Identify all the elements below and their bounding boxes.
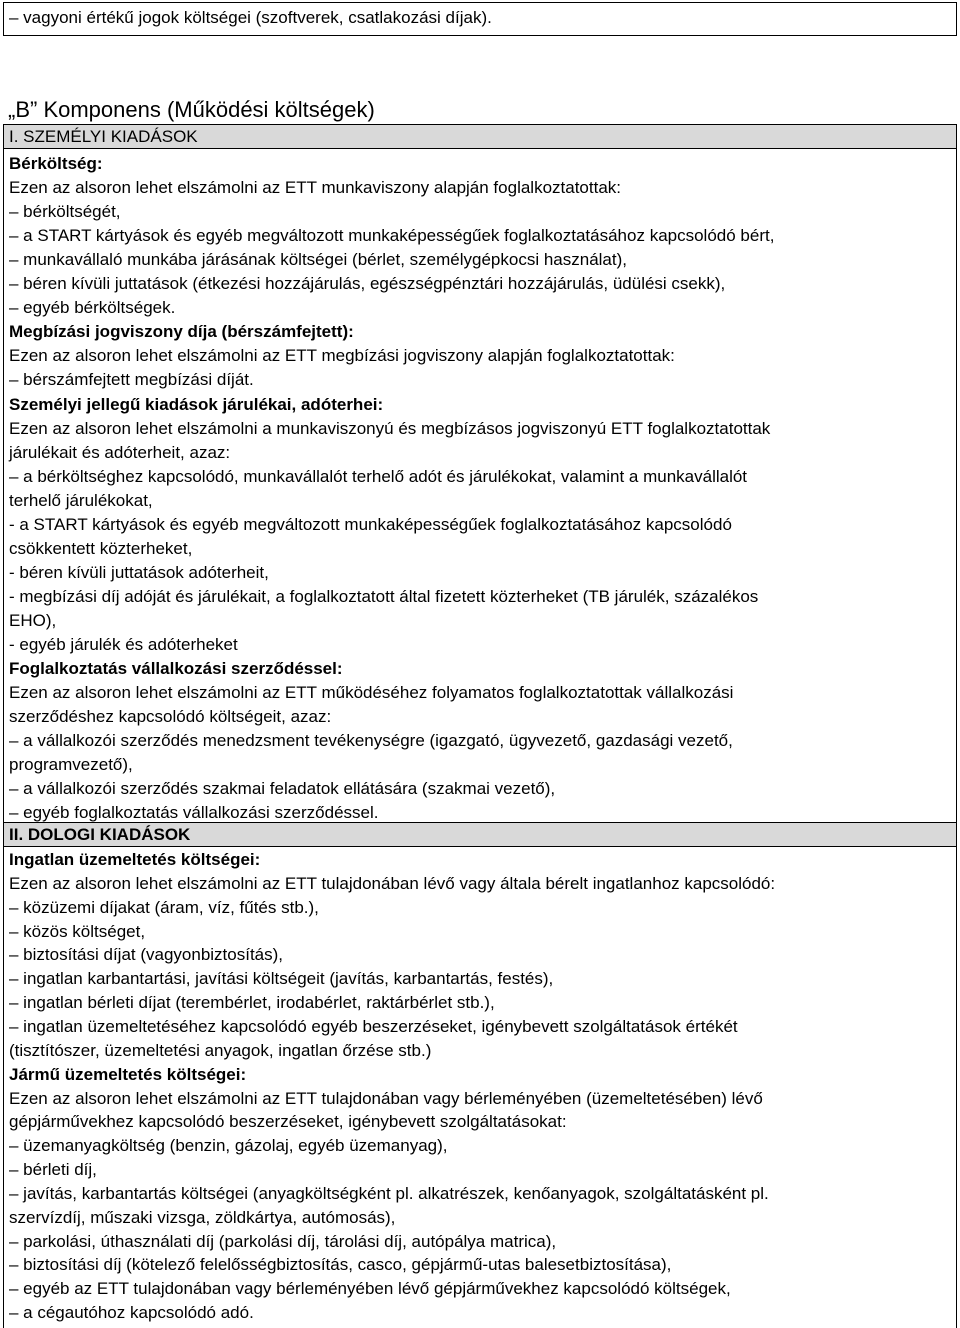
subsection-heading: Ingatlan üzemeltetés költségei:: [9, 850, 261, 869]
text-line: Ezen az alsoron lehet elszámolni az ETT munkaviszony alapján foglalkoztatottak:: [9, 178, 622, 198]
text-line: Ezen az alsoron lehet elszámolni az ETT tulajdonában lévő vagy általa bérelt ingatlanhoz kapcsolódó:: [9, 873, 776, 893]
text-line: – közös költséget,: [9, 921, 146, 941]
text-line: (tisztítószer, üzemeltetési anyagok, ingatlan őrzése stb.): [9, 1040, 432, 1060]
text-line: – a START kártyások és egyéb megváltozott munkaképességűek foglalkoztatásához kapcsolódó bért,: [9, 226, 775, 246]
text-line: – bérköltségét,: [9, 202, 121, 222]
text-line: EHO),: [9, 610, 57, 630]
text-line: - megbízási díj adóját és járulékait, a foglalkoztatott által fizetett közterheket (TB járulék, százalékos: [9, 586, 759, 606]
text-line: – ingatlan üzemeltetéséhez kapcsolódó egyéb beszerzéseket, igénybevett szolgáltatások értékét: [9, 1016, 738, 1036]
text-line: – munkavállaló munkába járásának költségei (bérlet, személygépkocsi használat),: [9, 250, 627, 270]
text-line: - egyéb járulék és adóterheket: [9, 635, 238, 654]
subsection-heading: Bérköltség:: [9, 154, 103, 173]
text-line: – bérszámfejtett megbízási díját.: [9, 370, 254, 390]
text-line: – ingatlan karbantartási, javítási költségeit (javítás, karbantartás, festés),: [9, 969, 554, 989]
component-title: „B” Komponens (Működési költségek): [8, 97, 375, 122]
subsection-heading: Jármű üzemeltetés költségei:: [9, 1064, 247, 1084]
text-line: gépjárművekhez kapcsolódó beszerzéseket, igénybevett szolgáltatásokat:: [9, 1112, 567, 1132]
text-line: – a vállalkozói szerződés szakmai feladatok ellátására (szakmai vezető),: [9, 779, 556, 799]
text-line: programvezető),: [9, 755, 133, 775]
subsection-heading: Foglalkoztatás vállalkozási szerződéssel:: [9, 659, 343, 679]
text-line: Ezen az alsoron lehet elszámolni az ETT megbízási jogviszony alapján foglalkoztatottak:: [9, 346, 675, 366]
text-line: csökkentett közterheket,: [9, 538, 193, 558]
section-2-title: II. DOLOGI KIADÁSOK: [9, 825, 191, 844]
section-1-title: I. SZEMÉLYI KIADÁSOK: [9, 127, 198, 146]
text-line: – javítás, karbantartás költségei (anyagköltségként pl. alkatrészek, kenőanyagok, szolgáltatásként pl.: [9, 1183, 769, 1203]
text-line: – üzemanyagköltség (benzin, gázolaj, egyéb üzemanyag),: [9, 1136, 448, 1156]
text-line: - a START kártyások és egyéb megváltozott munkaképességűek foglalkoztatásához kapcsolódó: [9, 514, 732, 534]
text-line: – biztosítási díj (kötelező felelősségbiztosítás, casco, gépjármű-utas balesetbiztosítása),: [9, 1255, 672, 1275]
text-line: terhelő járulékokat,: [9, 490, 153, 510]
text-line: – egyéb foglalkoztatás vállalkozási szerződéssel.: [9, 803, 379, 823]
subsection-heading: Személyi jellegű kiadások járulékai, adóterhei:: [9, 394, 384, 414]
text-line: szervízdíj, műszaki vizsga, zöldkártya, autómosás),: [9, 1207, 396, 1227]
top-line: – vagyoni értékű jogok költségei (szoftverek, csatlakozási díjak).: [9, 8, 492, 27]
text-line: – béren kívüli juttatások (étkezési hozzájárulás, egészségpénztári hozzájárulás, üdülési csekk),: [9, 274, 726, 294]
text-line: Ezen az alsoron lehet elszámolni az ETT működéséhez folyamatos foglalkoztatottak vállalkozási: [9, 683, 734, 703]
text-line: - béren kívüli juttatások adóterheit,: [9, 562, 269, 582]
text-line: – közüzemi díjakat (áram, víz, fűtés stb.),: [9, 897, 319, 917]
text-line: – bérleti díj,: [9, 1160, 97, 1180]
subsection-heading: Megbízási jogviszony díja (bérszámfejtett):: [9, 322, 354, 342]
text-line: – a cégautóhoz kapcsolódó adó.: [9, 1303, 254, 1323]
text-line: – ingatlan bérleti díjat (terembérlet, irodabérlet, raktárbérlet stb.),: [9, 993, 495, 1013]
text-line: – biztosítási díjat (vagyonbiztosítás),: [9, 945, 284, 965]
text-line: járulékait és adóterheit, azaz:: [9, 442, 231, 462]
text-line: – a bérköltséghez kapcsolódó, munkavállalót terhelő adót és járulékokat, valamint a munkavállalót: [9, 466, 748, 486]
text-line: Ezen az alsoron lehet elszámolni az ETT tulajdonában vagy bérleményében (üzemeltetésében) lévő: [9, 1088, 763, 1108]
text-line: szerződéshez kapcsolódó költségeit, azaz:: [9, 707, 332, 727]
text-line: – egyéb bérköltségek.: [9, 298, 176, 318]
text-line: – parkolási, úthasználati díj (parkolási díj, tárolási díj, autópálya matrica),: [9, 1231, 557, 1251]
text-line: – egyéb az ETT tulajdonában vagy bérleményében lévő gépjárművekhez kapcsolódó költségek,: [9, 1279, 731, 1299]
text-line: – a vállalkozói szerződés menedzsment tevékenységre (igazgató, ügyvezető, gazdasági vezető,: [9, 731, 733, 751]
text-line: Ezen az alsoron lehet elszámolni a munkaviszonyú és megbízásos jogviszonyú ETT foglalkoztatottak: [9, 418, 771, 438]
